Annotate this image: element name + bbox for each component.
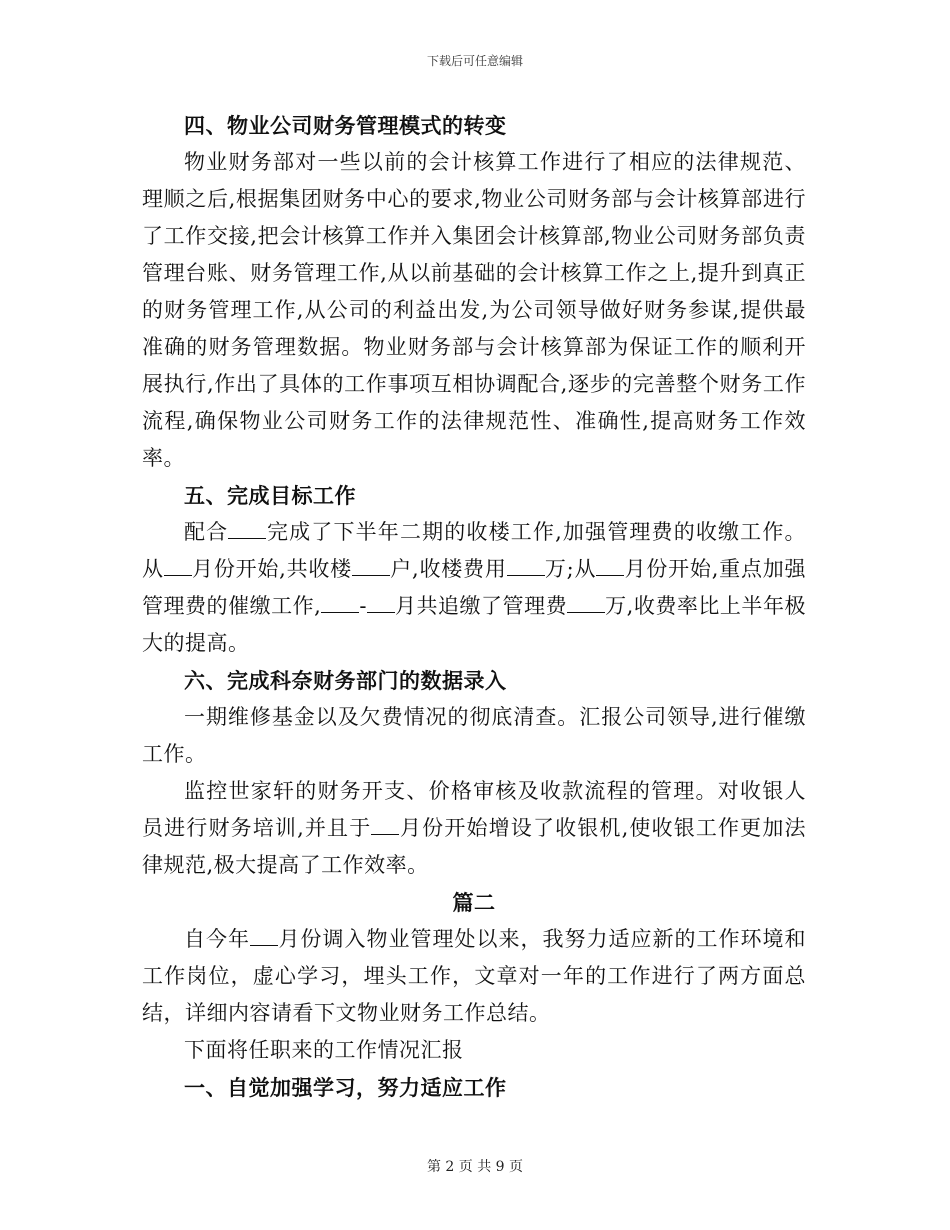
text-run: 监控世家轩的财务开支、价格审核及收款流程的管理。对收银人员进行财务培训,并且于 [142,779,806,840]
text-run: 月份调入物业管理处以来，我努力适应新的工作环境和工作岗位，虚心学习，埋头工作，文章对一年的工作进行了两方面总结，详细内容请看下文物业财务工作总结。 [142,927,806,1025]
text-run: - [359,594,367,618]
part-2-paragraph-1 [142,921,806,1032]
blank-line [164,555,192,576]
section-heading-4: 四、物业公司财务管理模式的转变 [184,113,507,138]
section-heading-5: 五、完成目标工作 [184,483,356,508]
section-4-paragraph: 物业财务部对一些以前的会计核算工作进行了相应的法律规范、理顺之后,根据集团财务中心的要求,物业公司财务部与会计核算部进行了工作交接,把会计核算工作并入集团会计核算部,物业公司财务部负责管理台账、财务管理工作,从以前基础的会计核算工作之上,提升到真正的财务管理工作,从公司的利益出发,为公司领导做好财务参谋,提供最准确的财务管理数据。物业财务部与会计核算部为保证工作的顺利开展执行,作出了具体的工作事项互相协调配合,逐步的完善整个财务工作流程,确保物业公司财务工作的法律规范性、准确性,提高财务工作效率。 [142,150,806,470]
blank-line [367,592,395,613]
text-run: 月共追缴了管理费 [394,594,568,618]
page-header: 下载后可任意编辑 [426,54,523,68]
blank-line [567,592,605,613]
document-body [142,107,806,1106]
text-run: 万;从 [544,557,597,581]
section-5-paragraph [142,514,806,662]
part-2-heading-1: 一、自觉加强学习，努力适应工作 [184,1075,507,1100]
blank-line [250,925,278,946]
section-6-paragraph-1: 一期维修基金以及欠费情况的彻底清查。汇报公司领导,进行催缴工作。 [142,705,806,766]
text-run: 月份开始增设了收银机,使收银工作更加法律规范,极大提高了工作效率。 [142,816,806,877]
text-run: 完成了下半年二期的收楼工作,加强管理费的收缴工作。从 [142,520,806,581]
text-run: 户,收楼费用 [389,557,507,581]
text-run: 月份开始,重点加强管理费的催缴工作, [142,557,806,618]
section-6-paragraph-2 [142,773,806,884]
blank-line [507,555,545,576]
page-footer: 第 2 页 共 9 页 [426,1159,524,1175]
blank-line [371,814,399,835]
text-run: 配合 [184,520,229,544]
text-run: 万,收费率比上半年极大的提高。 [142,594,806,655]
part-2-paragraph-2: 下面将任职来的工作情况汇报 [184,1038,464,1062]
blank-line [596,555,624,576]
blank-line [228,518,266,539]
text-run: 自今年 [184,927,250,951]
blank-line [321,592,359,613]
blank-line [352,555,390,576]
section-heading-6: 六、完成科奈财务部门的数据录入 [184,668,507,693]
part-title: 篇二 [452,890,496,915]
text-run: 月份开始,共收楼 [191,557,352,581]
